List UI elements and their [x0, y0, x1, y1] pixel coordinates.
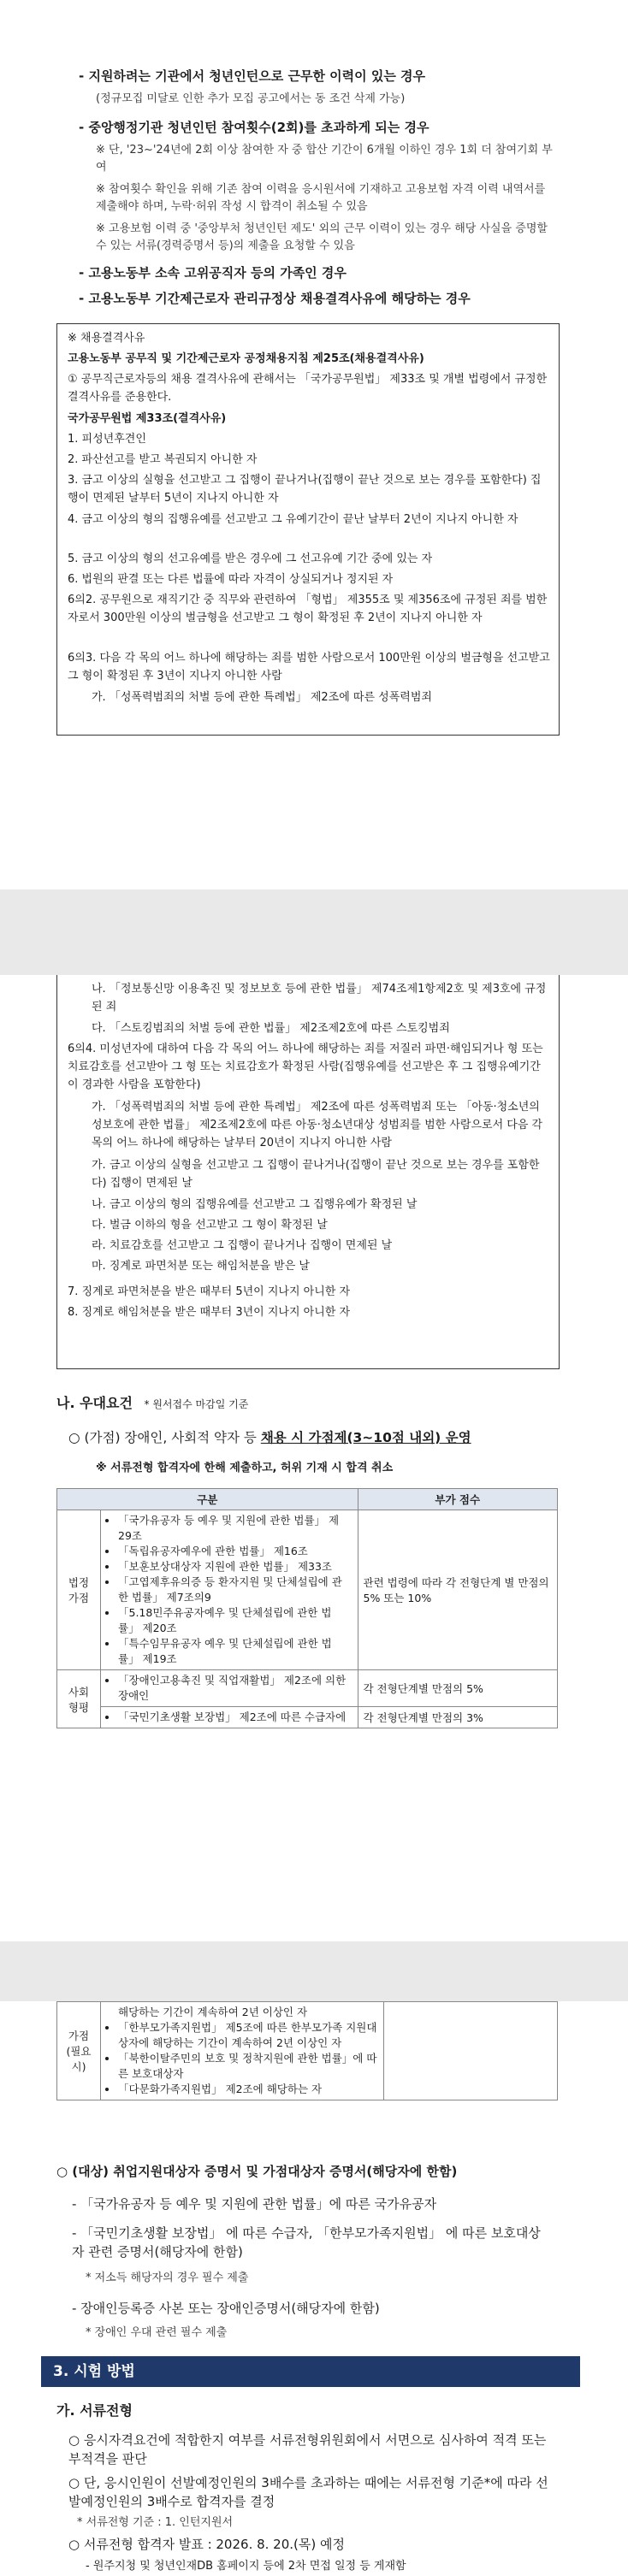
box-item: 마. 징계로 파면처분 또는 해임처분을 받은 날	[92, 1260, 310, 1273]
condition-note: (정규모집 미달로 인한 추가 모집 공고에서는 동 조건 삭제 가능)	[96, 92, 406, 105]
row-score: 각 전형단계별 만점의 5%	[358, 1670, 558, 1707]
box-title: 고용노동부 공무직 및 기간제근로자 공정채용지침 제25조(채용결격사유)	[68, 352, 424, 365]
box-item: 다. 벌금 이하의 형을 선고받고 그 형이 확정된 날	[92, 1219, 328, 1232]
condition-note: ※ 고용보험 이력 중 '중앙부처 청년인턴 제도' 외의 근무 이력이 있는 경우 해당 사실을 증명할 수 있는 서류(경력증명서 등)의 제출을 요청할 수 있음	[96, 222, 548, 252]
box-item: 3. 금고 이상의 실형을 선고받고 그 집행이 끝나거나(집행이 끝난 것으로 보는 경우를 포함한다) 집행이 면제된 날부터 5년이 지나지 아니한 자	[68, 474, 542, 505]
condition-line: - 고용노동부 소속 고위공직자 등의 가족인 경우	[79, 265, 347, 281]
doc-item: - 「국가유공자 등 예우 및 지원에 관한 법률」에 따른 국가유공자	[72, 2196, 437, 2212]
box-item: 가. 「성폭력범죄의 처벌 등에 관한 특례법」 제2조에 따른 성폭력범죄 또는 「아동·청소년의 성보호에 관한 법률」 제2조제2호에 따른 아동·청소년대상 성범죄를 범한 사람으로서 다음 각 목의 어느 하나에 해당하는 날부터 20년이 지나지 아니한 사람	[92, 1101, 543, 1149]
condition-line: - 중앙행정기관 청년인턴 참여횟수(2회)를 초과하게 되는 경우	[79, 120, 430, 135]
list-item: • 「한부모가족지원법」 제5조에 따른 한부모가족 지원대상자에 해당하는 기간이 계속하여 2년 이상인 자	[118, 2020, 378, 2051]
exam-line: ○ 단, 응시인원이 선발예정인원의 3배수를 초과하는 때에는 서류전형 기준*에 따라 선발예정인원의 3배수로 합격자를 결정	[68, 2475, 548, 2509]
pref-warning: ※ 서류전형 합격자에 한해 제출하고, 허위 기재 시 합격 취소	[96, 1462, 394, 1474]
disqualification-box-continued	[56, 975, 560, 1369]
row-items	[101, 1510, 358, 1670]
list-item: • 「5.18민주유공자예우 및 단체설립에 관한 법률」 제20조	[118, 1605, 353, 1636]
exam-note: * 서류전형 기준 : 1. 인턴지원서	[77, 2516, 234, 2529]
list-item: • 「국가유공자 등 예우 및 지원에 관한 법률」 제29조	[118, 1513, 353, 1544]
list-continuation: 해당하는 기간이 계속하여 2년 이상인 자	[118, 2006, 308, 2018]
bonus-table-continued	[56, 2001, 558, 2100]
page-gap	[0, 1941, 628, 2001]
box-item: 6의3. 다음 각 목의 어느 하나에 해당하는 죄를 범한 사람으로서 100만원 이상의 벌금형을 선고받고 그 형이 확정된 후 3년이 지나지 아니한 사람	[68, 652, 550, 682]
box-item: 6의4. 미성년자에 대하여 다음 각 목의 어느 하나에 해당하는 죄를 저질러 파면·해임되거나 형 또는 치료감호를 선고받아 그 형 또는 치료감호가 확정된 사람(집행유예를 선고받은 후 그 집행유예기간이 경과한 사람을 포함한다)	[68, 1043, 543, 1091]
pref-note: * 원서접수 마감일 기준	[144, 1398, 249, 1410]
pref-line-prefix: ○ (가점) 장애인, 사회적 약자 등	[68, 1430, 261, 1445]
row-category: 가점 (필요시)	[57, 2002, 101, 2100]
disqualification-box	[56, 323, 560, 736]
exam-line: ○ 응시자격요건에 적합한지 여부를 서류전형위원회에서 서면으로 심사하여 적격 또는 부적격을 판단	[68, 2432, 547, 2467]
condition-note: ※ 참여횟수 확인을 위해 기존 참여 이력을 응시원서에 기재하고 고용보험 자격 이력 내역서를 제출해야 하며, 누락·허위 작성 시 합격이 취소될 수 있음	[96, 183, 546, 213]
exam-line: - 원주지청 및 청년인재DB 홈페이지 등에 2차 면접 일정 등 게재함	[86, 2560, 406, 2573]
box-item: 다. 「스토킹범죄의 처벌 등에 관한 법률」 제2조제2호에 따른 스토킹범죄	[92, 1022, 450, 1035]
doc-item: - 「국민기초생활 보장법」 에 따른 수급자, 「한부모가족지원법」 에 따른 보호대상자 관련 증명서(해당자에 한함)	[72, 2225, 541, 2260]
row-category: 법정 가점	[57, 1510, 101, 1670]
box-header: ※ 채용결격사유	[68, 332, 145, 345]
doc-note: * 장애인 우대 관련 필수 제출	[86, 2326, 228, 2339]
table-row	[57, 2002, 558, 2100]
row-items	[101, 2002, 384, 2100]
table-header: 구분	[57, 1489, 358, 1510]
document-page-3	[0, 2001, 628, 2573]
pref-line-emphasis: 채용 시 가점제(3~10점 내외) 운영	[260, 1430, 471, 1445]
table-row	[57, 1707, 558, 1728]
list-item: • 「독립유공자예우에 관한 법률」 제16조	[118, 1544, 353, 1559]
box-item: 라. 치료감호를 선고받고 그 집행이 끝나거나 집행이 면제된 날	[92, 1239, 393, 1252]
row-score	[384, 2002, 558, 2100]
page-gap	[0, 889, 628, 975]
list-item: • 「특수임무유공자 예우 및 단체설립에 관한 법률」 제19조	[118, 1636, 353, 1667]
box-item: 나. 「정보통신망 이용촉진 및 정보보호 등에 관한 법률」 제74조제1항제2호 및 제3호에 규정된 죄	[92, 983, 547, 1013]
list-item: • 「국민기초생활 보장법」 제2조에 따른 수급자에	[118, 1710, 353, 1725]
doc-title: ○ (대상) 취업지원대상자 증명서 및 가점대상자 증명서(해당자에 한함)	[56, 2164, 458, 2179]
box-clause: ① 공무직근로자등의 채용 결격사유에 관해서는 「국가공무원법」 제33조 및 개별 법령에서 규정한 결격사유를 준용한다.	[68, 373, 548, 404]
pref-line	[68, 1428, 471, 1447]
document-page-2	[0, 975, 628, 1941]
pref-title: 나. 우대요건	[56, 1395, 133, 1411]
list-item: • 「북한이탈주민의 보호 및 정착지원에 관한 법률」에 따른 보호대상자	[118, 2051, 378, 2082]
box-title: 국가공무원법 제33조(결격사유)	[68, 412, 227, 425]
row-score: 각 전형단계별 만점의 3%	[358, 1707, 558, 1728]
box-item: 5. 금고 이상의 형의 선고유예를 받은 경우에 그 선고유예 기간 중에 있는 자	[68, 552, 433, 565]
condition-line: - 지원하려는 기관에서 청년인턴으로 근무한 이력이 있는 경우	[79, 68, 426, 84]
box-item: 1. 피성년후견인	[68, 433, 146, 446]
row-items	[101, 1707, 358, 1728]
section-subtitle: 가. 서류전형	[56, 2402, 133, 2419]
table-row	[57, 1670, 558, 1707]
list-item: • 「장애인고용촉진 및 직업재활법」 제2조에 의한 장애인	[118, 1673, 353, 1704]
exam-line: ○ 서류전형 합격자 발표 : 2026. 8. 20.(목) 예정	[68, 2537, 345, 2552]
table-header: 부가 점수	[358, 1489, 558, 1510]
list-item: • 「보훈보상대상자 지원에 관한 법률」 제33조	[118, 1559, 353, 1575]
doc-note: * 저소득 해당자의 경우 필수 제출	[86, 2272, 249, 2284]
list-item: • 「고엽제후유의증 등 환자지원 및 단체설립에 관한 법률」 제7조의9	[118, 1575, 353, 1605]
table-row	[57, 1510, 558, 1670]
condition-note: ※ 단, '23~'24년에 2회 이상 참여한 자 중 합산 기간이 6개월 이하인 경우 1회 더 참여기회 부여	[96, 144, 553, 174]
box-item: 7. 징계로 파면처분을 받은 때부터 5년이 지나지 아니한 자	[68, 1285, 351, 1298]
list-item: • 「다문화가족지원법」 제2조에 해당하는 자	[118, 2082, 378, 2097]
box-item: 4. 금고 이상의 형의 집행유예를 선고받고 그 유예기간이 끝난 날부터 2년이 지나지 아니한 자	[68, 513, 518, 526]
row-score: 관련 법령에 따라 각 전형단계 별 만점의 5% 또는 10%	[358, 1510, 558, 1670]
box-item: 6의2. 공무원으로 재직기간 중 직무와 관련하여 「형법」 제355조 및 제356조에 규정된 죄를 범한 자로서 300만원 이상의 벌금형을 선고받고 그 형이 확정된 후 2년이 지나지 아니한 자	[68, 594, 548, 624]
section-subtitle	[56, 1394, 248, 1414]
box-item: 8. 징계로 해임처분을 받은 때부터 3년이 지나지 아니한 자	[68, 1306, 351, 1319]
doc-item: - 장애인등록증 사본 또는 장애인증명서(해당자에 한함)	[72, 2301, 380, 2316]
box-item: 나. 금고 이상의 형의 집행유예를 선고받고 그 집행유예가 확정된 날	[92, 1198, 418, 1211]
row-items	[101, 1670, 358, 1707]
box-item: 가. 금고 이상의 실형을 선고받고 그 집행이 끝나거나(집행이 끝난 것으로 보는 경우를 포함한다) 집행이 면제된 날	[92, 1159, 540, 1190]
box-item: 가. 「성폭력범죄의 처벌 등에 관한 특례법」 제2조에 따른 성폭력범죄	[92, 691, 432, 704]
box-item: 6. 법원의 판결 또는 다른 법률에 따라 자격이 상실되거나 정지된 자	[68, 573, 394, 586]
section-header: 3. 시험 방법	[41, 2356, 580, 2387]
box-item: 2. 파산선고를 받고 복권되지 아니한 자	[68, 453, 258, 466]
bonus-table	[56, 1488, 558, 1728]
row-category: 사회 형평	[57, 1670, 101, 1728]
document-page-1	[0, 0, 628, 889]
condition-line: - 고용노동부 기간제근로자 관리규정상 채용결격사유에 해당하는 경우	[79, 291, 471, 306]
